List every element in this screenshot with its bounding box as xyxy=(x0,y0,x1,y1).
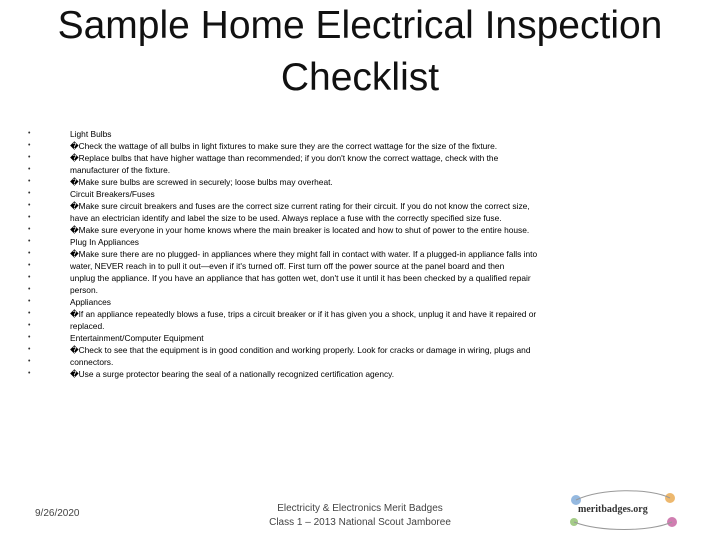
checklist-line: Appliances xyxy=(70,297,111,307)
logo-text: meritbadges.org xyxy=(578,504,648,515)
bullet-dot: • xyxy=(28,178,31,185)
checklist-line: Light Bulbs xyxy=(70,129,112,139)
footer-caption xyxy=(240,502,480,530)
footer-caption-line-2: Class 1 – 2013 National Scout Jamboree xyxy=(269,517,451,528)
checklist-line: �Check to see that the equipment is in good condition and working properly. Look for cracks or damage in wiring, plugs and xyxy=(70,345,531,355)
footer-date: 9/26/2020 xyxy=(35,508,80,519)
checklist-line: �Make sure everyone in your home knows where the main breaker is located and how to shut of power to the entire house. xyxy=(70,225,530,235)
footer-caption-line-1: Electricity & Electronics Merit Badges xyxy=(277,503,443,514)
checklist-line: water, NEVER reach in to pull it out—even if it's turned off. First turn off the power source at the panel board and then xyxy=(70,261,505,271)
checklist-line: unplug the appliance. If you have an appliance that has gotten wet, don't use it until it has been checked by a qualified repair xyxy=(70,273,531,283)
checklist-line: replaced. xyxy=(70,321,105,331)
bullet-dot: • xyxy=(28,334,31,341)
bullet-dot: • xyxy=(28,166,31,173)
bullet-dot: • xyxy=(28,202,31,209)
bullet-dot: • xyxy=(28,226,31,233)
checklist-line: person. xyxy=(70,285,98,295)
bullet-dot: • xyxy=(28,154,31,161)
checklist-line: Circuit Breakers/Fuses xyxy=(70,189,155,199)
bullet-dot: • xyxy=(28,142,31,149)
checklist-line: connectors. xyxy=(70,357,114,367)
checklist-body xyxy=(70,128,590,380)
checklist-line: �Make sure there are no plugged- in appliances where they might fall in contact with water. If a plugged-in appliance falls into xyxy=(70,249,538,259)
bullet-dot: • xyxy=(28,358,31,365)
title-line-2: Checklist xyxy=(280,56,440,99)
bullet-dot: • xyxy=(28,238,31,245)
checklist-line: �Replace bulbs that have higher wattage than recommended; if you don't know the correct wattage, check with the xyxy=(70,153,499,163)
checklist-line: Plug In Appliances xyxy=(70,237,139,247)
slide-title xyxy=(40,0,680,104)
bullet-dot: • xyxy=(28,286,31,293)
bullet-dot: • xyxy=(28,190,31,197)
checklist-line: �Check the wattage of all bulbs in light fixtures to make sure they are the correct wattage for the size of the fixture. xyxy=(70,141,498,151)
title-line-1: Sample Home Electrical Inspection xyxy=(57,4,663,47)
bullet-dot: • xyxy=(28,274,31,281)
bullet-dot: • xyxy=(28,262,31,269)
checklist-line: �Make sure circuit breakers and fuses are the correct size current rating for their circuit. If you do not know the correct size, xyxy=(70,201,530,211)
checklist-line: �Make sure bulbs are screwed in securely; loose bulbs may overheat. xyxy=(70,177,333,187)
bullet-dot: • xyxy=(28,346,31,353)
checklist-line: have an electrician identify and label the size to be used. Always replace a fuse with the correctly specified size fuse. xyxy=(70,213,502,223)
bullet-dot: • xyxy=(28,370,31,377)
bullet-dot: • xyxy=(28,322,31,329)
bullet-dot: • xyxy=(28,250,31,257)
checklist-line: �If an appliance repeatedly blows a fuse, trips a circuit breaker or if it has given you a shock, unplug it and have it repaired or xyxy=(70,309,537,319)
bullet-dot: • xyxy=(28,310,31,317)
bullet-column xyxy=(28,128,40,380)
checklist-line: Entertainment/Computer Equipment xyxy=(70,333,204,343)
bullet-dot: • xyxy=(28,214,31,221)
checklist-line: manufacturer of the fixture. xyxy=(70,165,171,175)
bullet-dot: • xyxy=(28,130,31,137)
meritbadges-logo xyxy=(560,488,690,532)
bullet-dot: • xyxy=(28,298,31,305)
checklist-line: �Use a surge protector bearing the seal of a nationally recognized certification agency. xyxy=(70,369,395,379)
